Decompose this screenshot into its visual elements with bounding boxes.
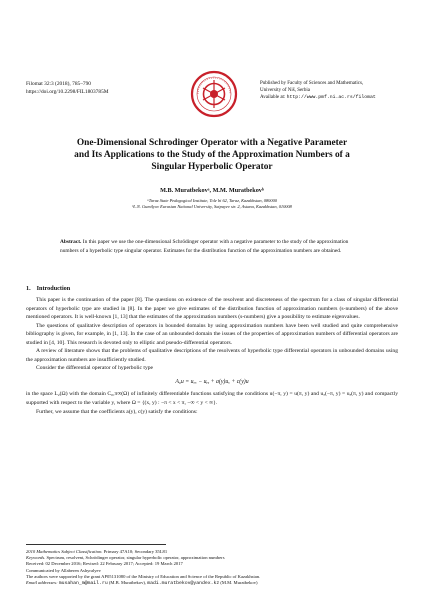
display-equation: A₀u = uₓₓ − uᵧᵧ + a(y)uₓ + c(y)u bbox=[175, 378, 249, 385]
section-body bbox=[26, 296, 398, 416]
paper-title bbox=[26, 137, 398, 173]
title-line-1: One-Dimensional Schrodinger Operator with a Negative Parameter bbox=[76, 138, 348, 148]
publisher-availability bbox=[260, 94, 376, 101]
footnote-msc: 2010 Mathematics Subject Classification. Primary 47A10; Secondary 35L81 bbox=[26, 549, 168, 554]
publisher-block bbox=[260, 80, 376, 102]
email-owner-2: (M.M. Muratbekov) bbox=[220, 580, 258, 586]
paragraph-1: This paper is the continuation of the paper [8]. The questions on existence of the resolvent and discreteness of the spectrum for a class of singular differential operators of hyperbolic type are studied in [8]. In the paper we give estimates of the distribution function of approximation numbers (s-numbers) of the above mentioned operators. It is well-known [1, 13] that the estimates of the approximation numbers (s-numbers) give a possibility to estimate eigenvalues. bbox=[26, 297, 398, 321]
footnote-funding: The authors were supported by the grant AP05131080 of the Ministry of Education and Science of the Republic of Kazakhstan. bbox=[26, 573, 261, 579]
available-label: Available at: bbox=[260, 95, 286, 101]
journal-doi[interactable]: https://doi.org/10.2298/FIL1803785M bbox=[26, 89, 109, 95]
footnote-keywords: Keywords. Spectrum, resolvent, Schrödinger operator, singular hyperbolic operator, approximation numbers bbox=[26, 555, 225, 561]
footnote-rule bbox=[26, 544, 166, 545]
abstract-label: Abstract. bbox=[60, 239, 82, 245]
affiliation-a: ᵃTaraz State Pedagogical Institute, Tole bi 62, Taraz, Kazakhstan, 080000 bbox=[147, 198, 277, 203]
paragraph-2: The questions of qualitative description of operators in bounded domains by using approximation numbers have been well studied and quite comprehensive bibliography is given, for example, in [1, 13]. In the case of an unbounded domain the issues of the properties of approximation numbers of differential operators are studied in [4, 10]. This research is devoted only to elliptic and pseudo-differential operators. bbox=[26, 322, 398, 346]
publisher-line-2: University of Niš, Serbia bbox=[260, 88, 310, 94]
email-label: Email addresses: bbox=[26, 580, 58, 586]
footnote-dates: Received: 02 December 2016; Revised: 22 February 2017; Accepted: 19 March 2017 bbox=[26, 561, 183, 567]
footnote-emails bbox=[26, 580, 398, 587]
paragraph-5: in the space L₂(Ω) with the domain C₀,π∞(Ω) of infinitely differentiable functions satisfying the conditions u(−π, y) = u(π, y) and uₓ(−π, y) = uₓ(π, y) and compactly supported with respect to the variable y, where Ω = {(x, y) : −π < x < π, −∞ < y < ∞}. bbox=[26, 391, 398, 407]
paragraph-4: Consider the differential operator of hyperbolic type bbox=[36, 365, 154, 372]
journal-logo bbox=[190, 70, 238, 118]
section-heading bbox=[26, 285, 70, 292]
section-number: 1. bbox=[26, 285, 31, 292]
paragraph-6: Further, we assume that the coefficients a(y), c(y) satisfy the conditions: bbox=[36, 408, 198, 415]
journal-citation-block bbox=[26, 80, 109, 96]
paper-authors: M.B. Muratbekovᵃ, M.M. Muratbekovᵇ bbox=[160, 187, 264, 194]
section-title: Introduction bbox=[36, 285, 71, 292]
journal-url-link[interactable]: http://www.pmf.ni.ac.rs/filomat bbox=[286, 95, 376, 101]
email-link-2[interactable]: madi.muratbekov@yandex.kz bbox=[147, 581, 220, 587]
email-owner-1: (M.B. Muratbekov), bbox=[108, 580, 147, 586]
abstract bbox=[60, 238, 364, 255]
abstract-text: In this paper we use the one-dimensional Schrödinger operator with a negative parameter to the study of the approximation numbers of a hyperbolic type singular operator. Estimates for the distribution function of the approximation numbers are obtained. bbox=[60, 239, 349, 254]
affiliation-b: ᵇL.N. Gumilyov Eurasian National University, Satpayev str. 2, Astana, Kazakhstan, 010008 bbox=[132, 204, 292, 210]
footnote-communicated: Communicated by Allaberen Ashyralyev bbox=[26, 567, 101, 573]
email-link-1[interactable]: musahan_m@mail.ru bbox=[58, 581, 108, 587]
footnotes bbox=[26, 544, 398, 587]
journal-citation: Filomat 32:3 (2018), 785–790 bbox=[26, 81, 91, 87]
title-line-3: Singular Hyperbolic Operator bbox=[151, 162, 273, 172]
author-affiliations bbox=[0, 198, 424, 211]
publisher-line-1: Published by Faculty of Sciences and Mathematics, bbox=[260, 81, 364, 86]
title-line-2: and Its Applications to the Study of the Approximation Numbers of a bbox=[74, 150, 350, 160]
paragraph-3: A review of literature shows that the problems of qualitative descriptions of the resolvents of hyperbolic type differential operators in unbounded domains using the approximation numbers are insufficiently studied. bbox=[26, 348, 398, 363]
